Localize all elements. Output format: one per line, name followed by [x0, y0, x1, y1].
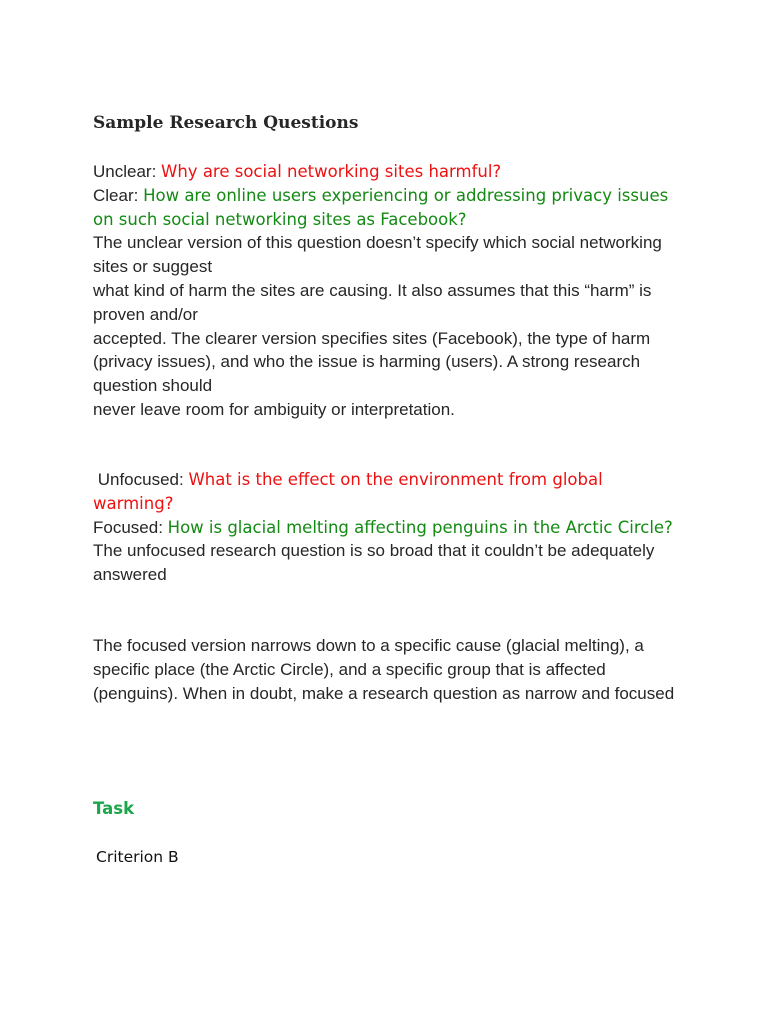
- clear-label: Clear:: [93, 185, 144, 205]
- focused-example: [93, 516, 683, 540]
- clear-example: [93, 184, 683, 232]
- unfocused-label: Unfocused:: [93, 470, 189, 489]
- clear-question: How are online users experiencing or addressing privacy issues on such social networking sites as Facebook?: [93, 185, 669, 229]
- conclusion-paragraph: The focused version narrows down to a specific cause (glacial melting), a specific place (the Arctic Circle), and a specific group that is affected (penguins). When in doubt, make a research question as narrow and focused: [93, 636, 675, 703]
- criterion-label: Criterion B: [96, 848, 179, 866]
- unclear-label: Unclear:: [93, 162, 162, 181]
- unfocused-question: What is the effect on the environment from global warming?: [93, 470, 603, 513]
- clarity-explanation-line: never leave room for ambiguity or interpretation.: [93, 399, 455, 419]
- focused-question: How is glacial melting affecting penguins in the Arctic Circle?: [167, 517, 673, 537]
- clarity-explanation-line: accepted. The clearer version specifies sites (Facebook), the type of harm: [93, 328, 651, 348]
- clarity-explanation-line: The unclear version of this question doesn’t specify which social networking sites or suggest: [93, 233, 662, 277]
- task-heading: Task: [93, 799, 135, 818]
- unfocused-example: [93, 468, 683, 516]
- clarity-explanation-line: (privacy issues), and who the issue is harming (users). A strong research question should: [93, 352, 641, 396]
- unclear-question: Why are social networking sites harmful?: [161, 162, 502, 181]
- clarity-explanation-line: what kind of harm the sites are causing. It also assumes that this “harm” is proven and/or: [93, 280, 652, 324]
- unclear-example: [93, 160, 683, 184]
- focus-explanation: The unfocused research question is so broad that it couldn’t be adequately answered: [93, 541, 655, 585]
- example-clarity-section: [93, 160, 683, 422]
- focused-label: Focused:: [93, 517, 168, 537]
- document-title: Sample Research Questions: [93, 113, 359, 133]
- example-focus-section: [93, 468, 683, 587]
